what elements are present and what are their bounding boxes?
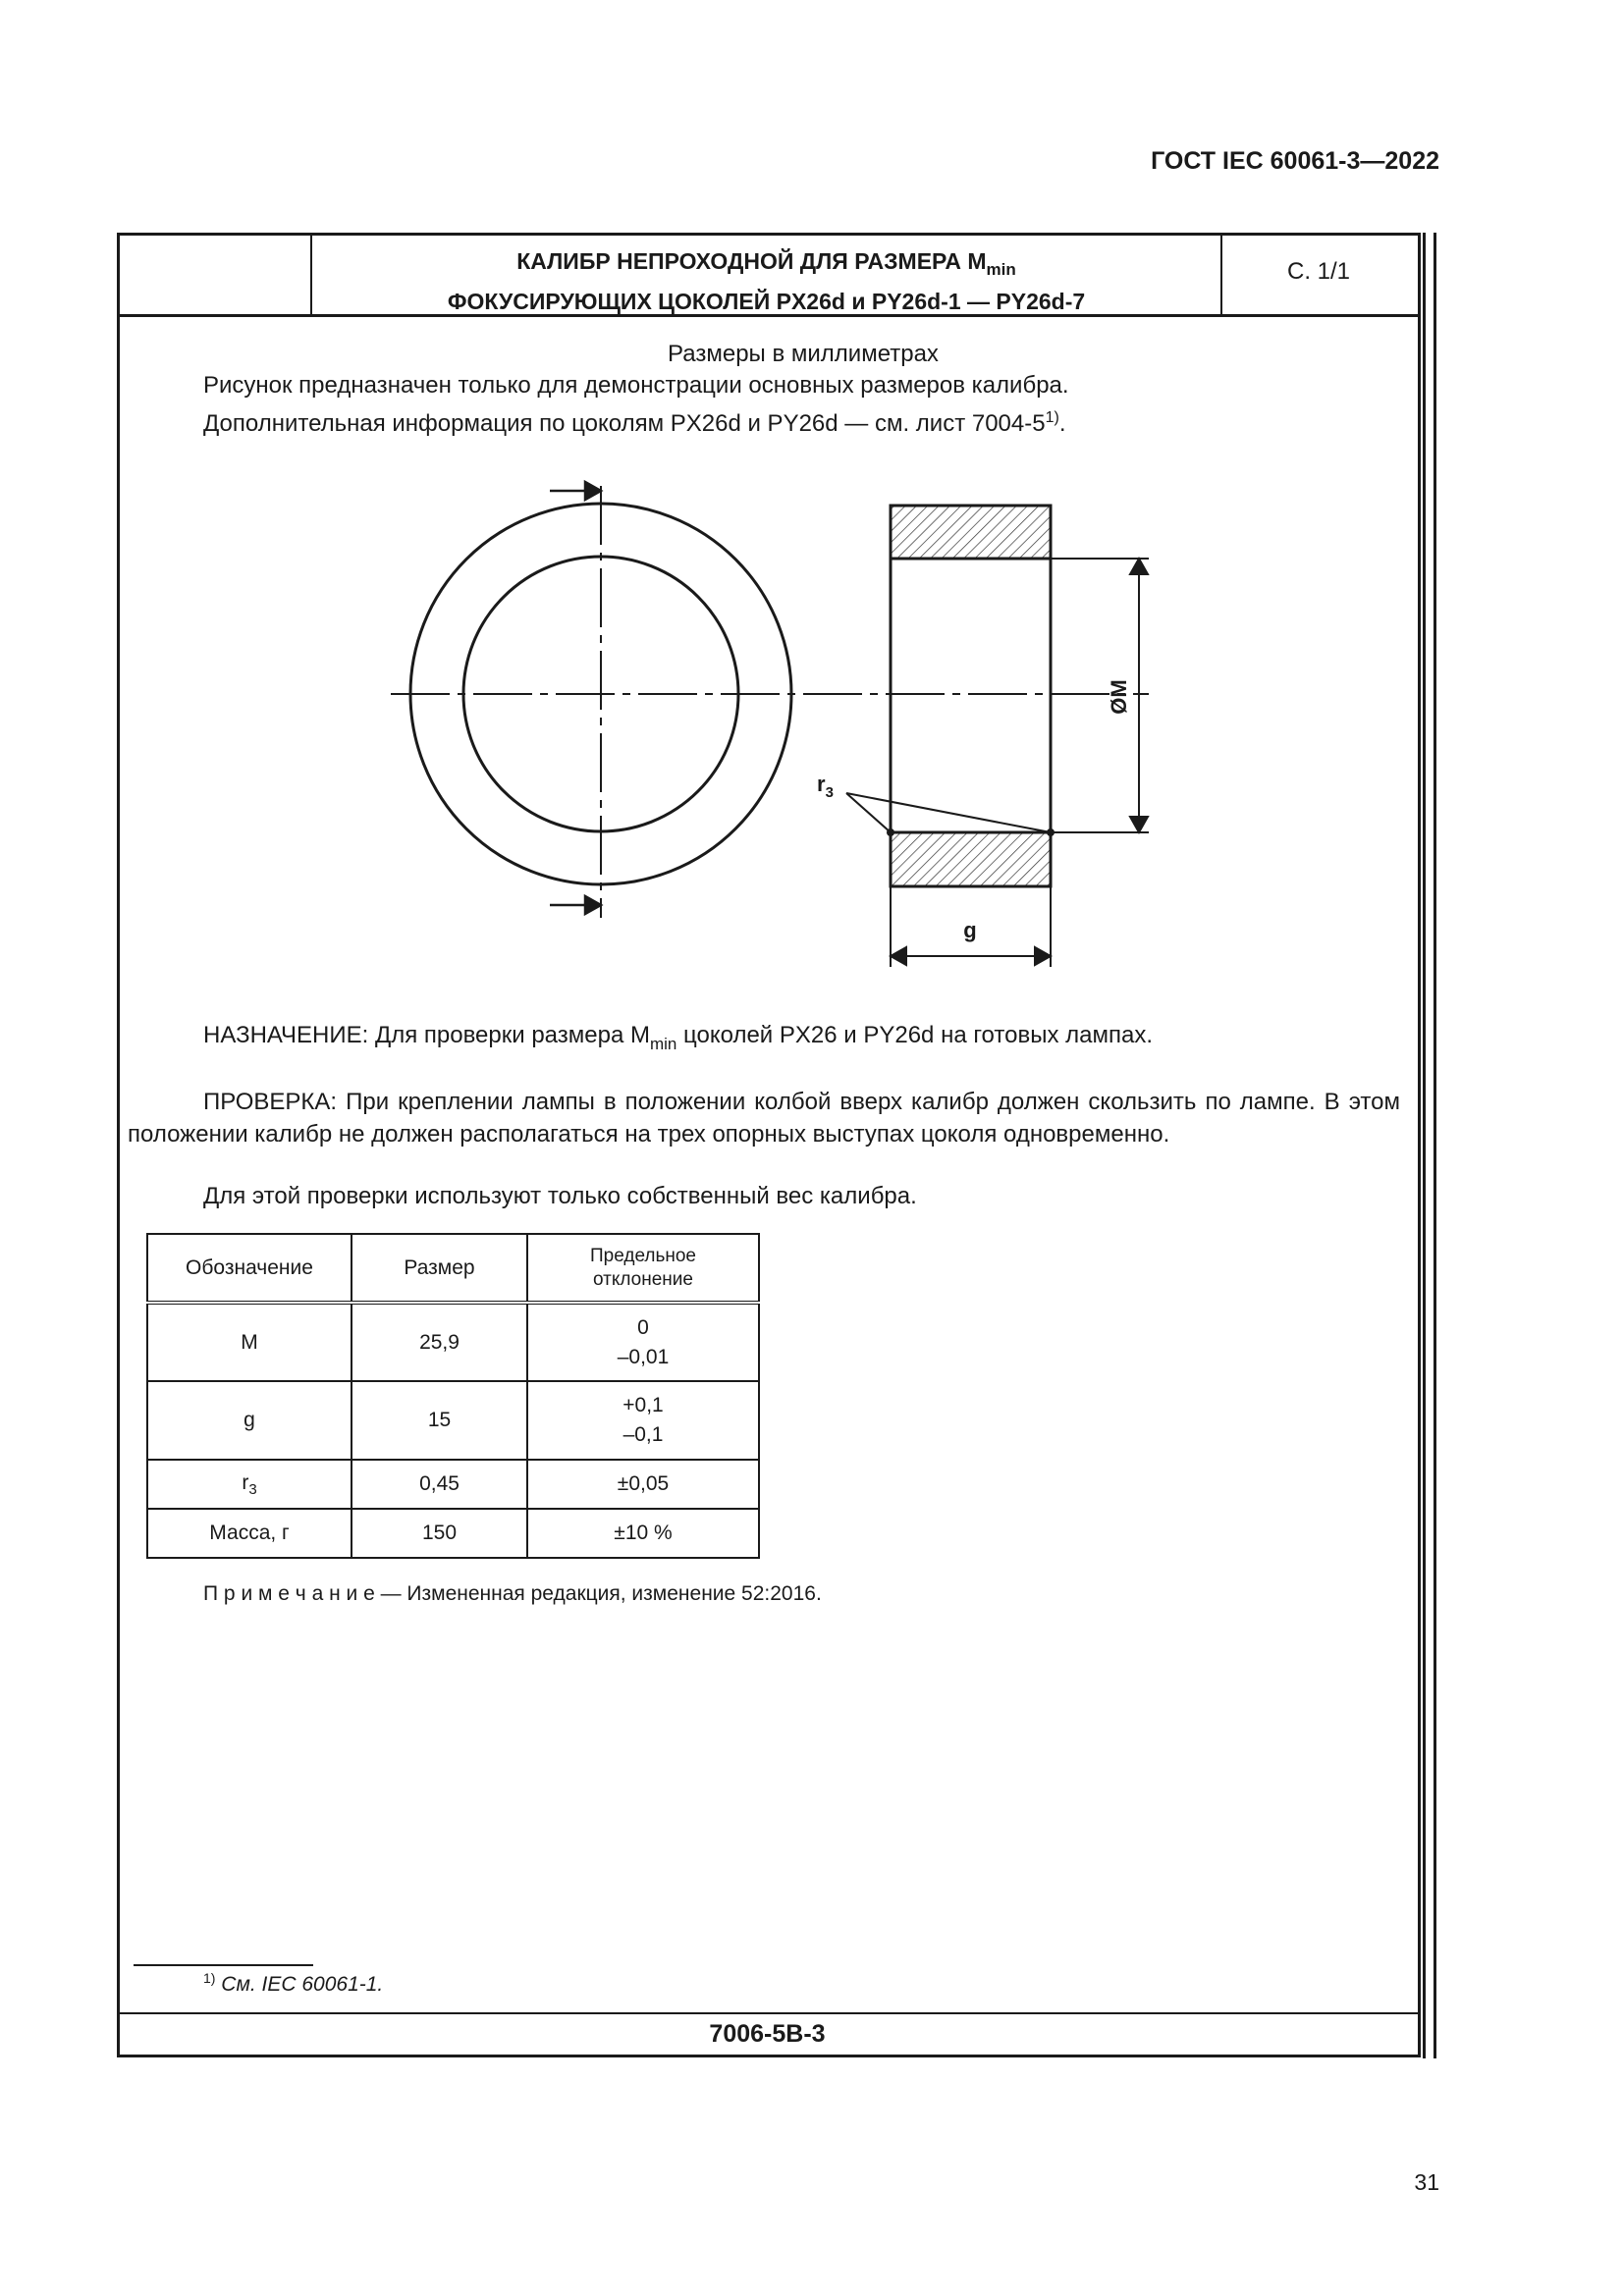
cell-designation: $r_3$ — [147, 1460, 352, 1509]
cell-designation: g — [147, 1381, 352, 1460]
cell-size: 0,45 — [352, 1460, 527, 1509]
cell-size: 25,9 — [352, 1303, 527, 1381]
cell-tolerance: +0,1 –0,1 — [527, 1381, 759, 1460]
sheet-counter: С. 1/1 — [1286, 258, 1351, 285]
radius-leaders — [846, 793, 1051, 832]
cell-designation: Масса, г — [147, 1509, 352, 1558]
cell-size: 150 — [352, 1509, 527, 1558]
footnote-rule — [134, 1964, 313, 1966]
check-paragraph: ПРОВЕРКА: При креплении лампы в положении колбой вверх калибр должен скользить по лампе. В этом положении калибр не должен располагаться на трех опорных выступах цоколя одновременно. — [128, 1089, 1400, 1148]
header-size: Размер — [352, 1234, 527, 1303]
intro-line-2: Дополнительная информация по цоколям PX26d и PY26d — см. лист 7004-5$^{1)}$. — [203, 409, 1066, 437]
diameter-label: ØM — [1107, 679, 1131, 715]
table-row — [147, 1381, 759, 1460]
page-number: 31 — [1414, 2169, 1439, 2195]
sheet-number-rule — [117, 2012, 1418, 2014]
footnote-ref: 1) — [1045, 409, 1059, 426]
width-label: g — [963, 918, 977, 942]
cell-tolerance: ±10 % — [527, 1509, 759, 1558]
document-code: ГОСТ IEC 60061-3—2022 — [1151, 147, 1439, 175]
frame-edge-line — [1423, 233, 1426, 2058]
gauge-drawing — [117, 471, 1197, 982]
frame-edge-line — [1434, 233, 1436, 2058]
title-line-2: ФОКУСИРУЮЩИХ ЦОКОЛЕЙ PX26d и PY26d-1 — PY26d-7 — [447, 289, 1086, 314]
header-designation: Обозначение — [147, 1234, 352, 1303]
cell-designation: M — [147, 1303, 352, 1381]
note: П р и м е ч а н и е — Измененная редакция, изменение 52:2016. — [203, 1582, 822, 1605]
lower-hatched-section — [891, 832, 1051, 886]
table-row — [147, 1303, 759, 1381]
sheet-title — [312, 245, 1220, 317]
footnote: $^{1)}$ См. IEC 60061-1. — [203, 1970, 384, 1996]
table-row — [147, 1509, 759, 1558]
header-tolerance: Предельное отклонение — [527, 1234, 759, 1303]
upper-hatched-section — [891, 506, 1051, 559]
diameter-dimension — [1051, 559, 1149, 832]
table-row — [147, 1460, 759, 1509]
cell-tolerance: 0 –0,01 — [527, 1303, 759, 1381]
sheet-number: 7006-5B-3 — [709, 2020, 826, 2048]
title-line-1: КАЛИБР НЕПРОХОДНОЙ ДЛЯ РАЗМЕРА $M_{min}$ — [516, 248, 1016, 279]
cell-size: 15 — [352, 1381, 527, 1460]
width-arrows — [550, 482, 601, 914]
purpose-paragraph: НАЗНАЧЕНИЕ: Для проверки размера $M_{min}$ цоколей PX26 и PY26d на готовых лампах. — [203, 1022, 1153, 1053]
check-paragraph-2: Для этой проверки используют только собственный вес калибра. — [203, 1183, 917, 1209]
intro-line-1: Рисунок предназначен только для демонстрации основных размеров калибра. — [203, 372, 1069, 399]
radius-label: $r_3$ — [817, 772, 834, 801]
dimensions-table — [146, 1233, 760, 1559]
cell-tolerance: ±0,05 — [527, 1460, 759, 1509]
dimensions-note: Размеры в миллиметрах — [668, 341, 939, 367]
